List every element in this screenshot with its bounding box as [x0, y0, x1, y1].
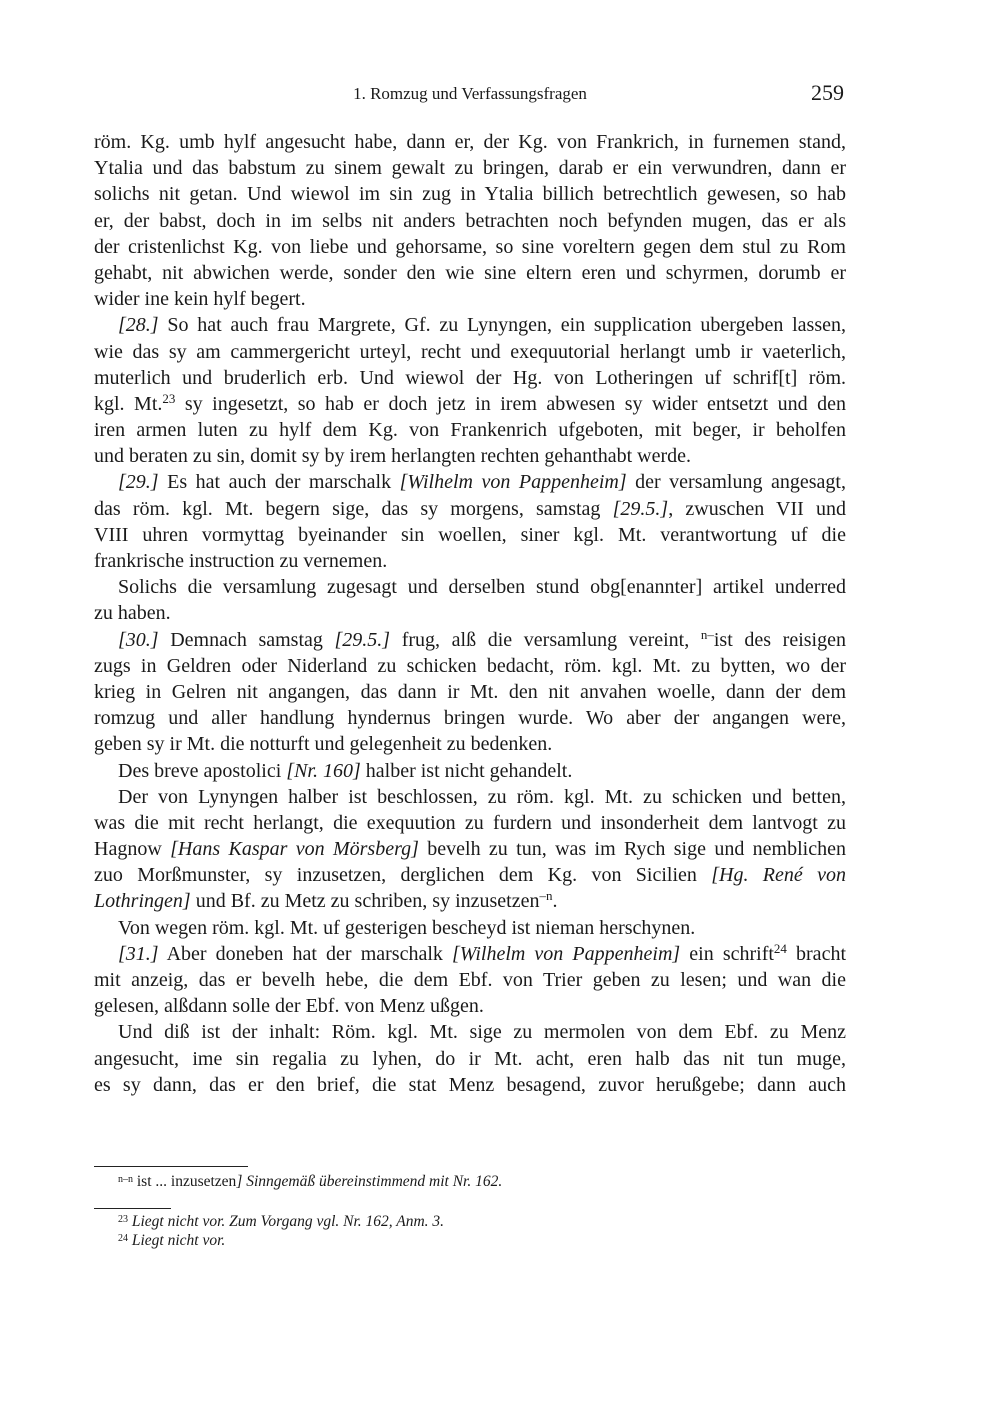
text-run: angesucht, ime sin regalia zu lyhen, do ir Mt. acht, eren halb das nit tun muge,	[94, 1047, 846, 1070]
text-run: krieg in Gelren nit angangen, das dann ir Mt. den nit anvahen woelle, dann der dem	[94, 680, 846, 703]
text-line	[94, 181, 846, 207]
text-run: der versamlung angesagt,	[626, 471, 846, 494]
italic-run: Liegt nicht vor. Zum Vorgang vgl. Nr. 162, Anm. 3.	[131, 1213, 445, 1230]
superscript-note-marker: 23	[118, 1214, 128, 1225]
text-run: frankrische instruction zu vernemen.	[94, 550, 388, 572]
text-line	[94, 941, 846, 967]
italic-run: ] Sinngemäß übereinstimmend mit Nr. 162.	[236, 1173, 503, 1190]
text-line	[94, 548, 846, 574]
superscript-note-marker: 23	[162, 390, 176, 406]
italic-run: Lothringen]	[94, 890, 191, 913]
text-run: bracht	[786, 942, 846, 965]
text-run: Ytalia und das babstum zu sinem gewalt zu bringen, darab er ein verwundren, dann er	[94, 157, 846, 180]
text-run: iren armen luten zu hylf dem Kg. von Frankenrich ufgeboten, mit beger, ir beholfen	[94, 419, 846, 442]
text-line	[94, 1072, 846, 1098]
text-run: muterlich und bruderlich erb. Und wiewol der Hg. von Lotheringen uf schrif[t] röm.	[94, 366, 846, 389]
superscript-note-marker: 24	[773, 940, 787, 956]
text-run: das röm. kgl. Mt. begern sige, das sy morgens, samstag	[94, 497, 613, 520]
italic-run: [30.]	[118, 628, 159, 651]
text-line	[94, 339, 846, 365]
footnote-rule-numbered	[94, 1208, 171, 1209]
italic-run: [Hg. René von	[711, 864, 846, 887]
text-line	[94, 679, 846, 705]
text-line	[94, 1046, 846, 1072]
main-text	[94, 129, 846, 1098]
text-run: .	[552, 890, 558, 913]
footnote	[118, 1172, 502, 1191]
italic-run: [Wilhelm von Pappenheim]	[399, 471, 627, 494]
text-run: , zwuschen VII und	[668, 497, 846, 520]
text-run: Und diß ist der inhalt: Röm. kgl. Mt. sige zu mermolen von dem Ebf. zu Menz	[118, 1021, 846, 1044]
text-line	[94, 1019, 846, 1045]
italic-run: [29.5.]	[612, 497, 669, 520]
italic-run: [29.5.]	[334, 628, 391, 651]
text-line	[94, 417, 846, 443]
text-run: romzug und aller handlung hyndernus bringen wurde. Wo aber der angangen were,	[94, 707, 846, 730]
superscript-note-marker: –n	[539, 888, 553, 904]
text-line	[94, 600, 846, 626]
italic-run: [Wilhelm von Pappenheim]	[452, 942, 681, 965]
text-run: zu haben.	[94, 602, 171, 625]
text-line	[94, 129, 846, 155]
text-run: mit anzeig, das er bevelh hebe, die dem Ebf. von Trier geben zu lesen; und wan die	[94, 969, 846, 991]
text-line	[94, 260, 846, 286]
text-run: Des breve apostolici	[118, 759, 287, 782]
text-run: So hat auch frau Margrete, Gf. zu Lynyngen, ein supplication ubergeben lassen,	[158, 314, 846, 337]
text-line	[94, 522, 846, 548]
text-run: wie das sy am cammergericht urteyl, recht und exequutorial herlangt umb ir vaeterlich,	[94, 340, 846, 363]
text-run: Es hat auch der marschalk	[158, 471, 400, 494]
text-run: Hagnow	[94, 838, 171, 861]
footnote-rule-textual	[94, 1166, 248, 1167]
text-run: zugs in Geldren oder Niderland zu schicken bedacht, röm. kgl. Mt. zu bytten, wo der	[94, 654, 846, 677]
text-line	[94, 234, 846, 260]
text-line	[94, 810, 846, 836]
text-run: zuo Morßmunster, sy inzusetzen, derglichen dem Kg. von Sicilien	[94, 864, 712, 887]
text-line	[94, 705, 846, 731]
page-header	[94, 82, 846, 108]
text-run: halber ist nicht gehandelt.	[360, 759, 573, 782]
text-run: frug, alß die versamlung vereint,	[390, 628, 701, 651]
text-run: ist des reisigen	[713, 628, 846, 651]
footnote	[118, 1212, 444, 1231]
text-line	[94, 155, 846, 181]
text-run: VIII uhren vormyttag byeinander sin woellen, siner kgl. Mt. verantwortung uf die	[94, 523, 846, 546]
text-run: röm. Kg. umb hylf angesucht habe, dann er, der Kg. von Frankrich, in furnemen stand,	[94, 131, 846, 153]
superscript-note-marker: n–	[700, 626, 714, 642]
numbered-footnotes	[118, 1212, 444, 1250]
text-line	[94, 653, 846, 679]
text-run: und beraten zu sin, domit sy by irem herlangten rechten gehanthabt werde.	[94, 445, 692, 468]
italic-run: [Nr. 160]	[286, 759, 361, 782]
text-run: der cristenlichst Kg. von liebe und gehorsame, so sine voreltern gegen dem stul zu Rom	[94, 235, 846, 258]
text-run: er, der babst, doch in im selbs nit anders betrachten noch befynden mugen, das er als	[94, 209, 846, 232]
text-run: kgl. Mt.	[94, 392, 163, 415]
running-title: 1. Romzug und Verfassungsfragen	[353, 84, 587, 103]
text-run: Demnach samstag	[158, 628, 335, 651]
italic-run: [31.]	[118, 942, 159, 965]
text-line	[94, 993, 846, 1019]
text-run: was die mit recht herlangt, die exequution zu furdern und insonderheit dem lantvogt zu	[94, 811, 846, 834]
italic-run: [29.]	[118, 471, 159, 494]
text-line	[94, 758, 846, 784]
text-run: es sy dann, das er den brief, die stat Menz besagend, zuvor herußgebe; dann auch	[94, 1073, 846, 1096]
page-number: 259	[811, 80, 844, 105]
text-line	[94, 731, 846, 757]
text-run: geben sy ir Mt. die notturft und gelegenheit zu bedenken.	[94, 733, 553, 756]
text-run: Solichs die versamlung zugesagt und derselben stund obg[enannter] artikel underred	[118, 576, 846, 599]
text-line	[94, 574, 846, 600]
text-run: gehabt, nit abwichen werde, sonder den wie sine eltern eren und schyrmen, dorumb er	[94, 261, 846, 284]
italic-run: [28.]	[118, 314, 159, 337]
superscript-note-marker: n–n	[118, 1174, 133, 1185]
superscript-note-marker: 24	[118, 1233, 128, 1244]
text-line	[94, 469, 846, 495]
text-line	[94, 443, 846, 469]
text-line	[94, 286, 846, 312]
text-line	[94, 862, 846, 888]
text-run: ein schrift	[680, 942, 774, 965]
text-line	[94, 836, 846, 862]
text-run: bevelh zu tun, was im Rych sige und nemblichen	[418, 838, 846, 861]
text-line	[94, 784, 846, 810]
text-run: gelesen, alßdann solle der Ebf. von Menz ußgen.	[94, 995, 484, 1018]
text-run: wider ine kein hylf begert.	[94, 288, 306, 311]
text-line	[94, 365, 846, 391]
textual-footnotes	[118, 1172, 502, 1191]
text-run: und Bf. zu Metz zu schriben, sy inzusetzen	[190, 890, 540, 913]
footnote	[118, 1231, 444, 1250]
text-run: Der von Lynyngen halber ist beschlossen, zu röm. kgl. Mt. zu schicken und betten,	[118, 785, 846, 808]
italic-run: Liegt nicht vor.	[131, 1232, 226, 1249]
text-line	[94, 312, 846, 338]
text-line	[94, 496, 846, 522]
text-line	[94, 967, 846, 993]
text-line	[94, 391, 846, 417]
italic-run: [Hans Kaspar von Mörsberg]	[170, 838, 419, 861]
text-run: Von wegen röm. kgl. Mt. uf gesterigen bescheyd ist nieman herschynen.	[118, 916, 696, 939]
text-run: Aber doneben hat der marschalk	[158, 942, 452, 965]
text-run: solichs nit getan. Und wiewol im sin zug in Ytalia billich betrechtlich gewesen, so hab	[94, 183, 846, 206]
text-line	[94, 208, 846, 234]
text-line	[94, 888, 846, 914]
text-line	[94, 915, 846, 941]
text-line	[94, 627, 846, 653]
text-run: ist ... inzusetzen	[133, 1173, 237, 1190]
text-run: sy ingesetzt, so hab er doch jetz in irem abwesen sy wider entsetzt und den	[175, 392, 846, 415]
